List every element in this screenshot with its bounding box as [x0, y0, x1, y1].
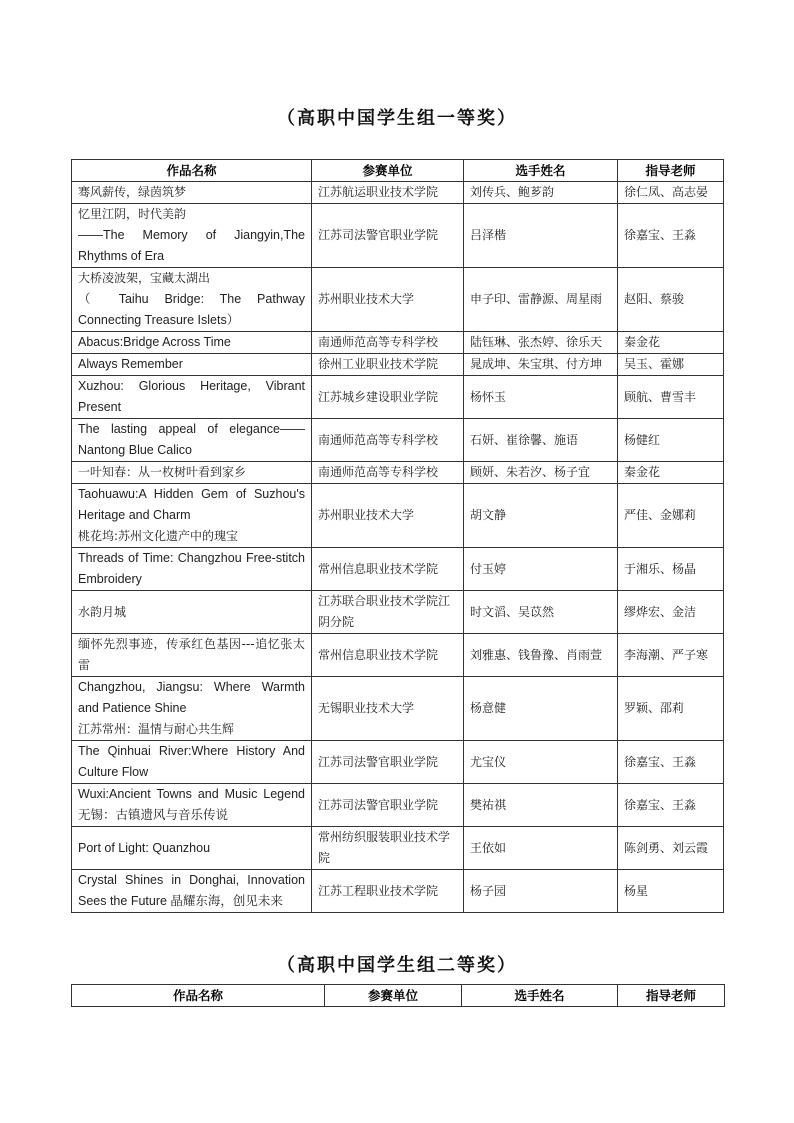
- teachers-cell: 陈剑勇、刘云霞: [618, 827, 724, 870]
- students-cell: 晁成坤、朱宝琪、付方坤: [464, 354, 618, 376]
- unit-cell: 江苏联合职业技术学院江阴分院: [312, 591, 464, 634]
- students-cell: 付玉婷: [464, 548, 618, 591]
- header-students: 选手姓名: [464, 160, 618, 182]
- students-cell: 时文滔、吴苡然: [464, 591, 618, 634]
- unit-cell: 常州信息职业技术学院: [312, 634, 464, 677]
- students-cell: 吕泽楷: [464, 204, 618, 268]
- second-prize-table: [71, 984, 725, 1007]
- work-name-line: Xuzhou: Glorious Heritage, Vibrant Present: [78, 379, 305, 414]
- students-cell: 杨意健: [464, 677, 618, 741]
- teachers-cell: 赵阳、蔡骏: [618, 268, 724, 332]
- work-name-line: 桃花坞:苏州文化遗产中的瑰宝: [78, 529, 239, 543]
- header-teachers: 指导老师: [618, 985, 725, 1007]
- work-name-cell: [72, 784, 312, 827]
- work-name-cell: [72, 204, 312, 268]
- unit-cell: 常州信息职业技术学院: [312, 548, 464, 591]
- table-row: [72, 634, 724, 677]
- work-name-line: 江苏常州：温情与耐心共生辉: [78, 722, 235, 736]
- unit-cell: 南通师范高等专科学校: [312, 419, 464, 462]
- teachers-cell: 李海潮、严子寒: [618, 634, 724, 677]
- table-row: [72, 741, 724, 784]
- header-work-name: 作品名称: [72, 160, 312, 182]
- unit-cell: 常州纺织服装职业技术学院: [312, 827, 464, 870]
- table-row: [72, 870, 724, 913]
- unit-cell: 无锡职业技术大学: [312, 677, 464, 741]
- work-name-line: The lasting appeal of elegance——Nantong Blue Calico: [78, 422, 305, 457]
- work-name-cell: [72, 354, 312, 376]
- unit-cell: 江苏航运职业技术学院: [312, 182, 464, 204]
- students-cell: 杨怀玉: [464, 376, 618, 419]
- header-teachers: 指导老师: [618, 160, 724, 182]
- table-row: [72, 354, 724, 376]
- work-name-cell: [72, 484, 312, 548]
- table-row: [72, 784, 724, 827]
- work-name-cell: [72, 591, 312, 634]
- students-cell: 刘雅惠、钱鲁豫、肖雨萱: [464, 634, 618, 677]
- table-row: [72, 419, 724, 462]
- work-name-line: （ Taihu Bridge: The Pathway Connecting Treasure Islets）: [78, 292, 305, 327]
- teachers-cell: 徐嘉宝、王淼: [618, 784, 724, 827]
- work-name-cell: [72, 548, 312, 591]
- work-name-cell: [72, 827, 312, 870]
- students-cell: 尤宝仪: [464, 741, 618, 784]
- work-name-cell: [72, 332, 312, 354]
- unit-cell: 江苏工程职业技术学院: [312, 870, 464, 913]
- work-name-line: Threads of Time: Changzhou Free-stitch Embroidery: [78, 551, 305, 586]
- unit-cell: 江苏城乡建设职业学院: [312, 376, 464, 419]
- work-name-line: Taohuawu:A Hidden Gem of Suzhou's Heritage and Charm: [78, 487, 305, 522]
- teachers-cell: 严佳、金娜莉: [618, 484, 724, 548]
- work-name-line: The Qinhuai River:Where History And Culture Flow: [78, 744, 305, 779]
- table-header-row: [72, 985, 725, 1007]
- students-cell: 刘传兵、鲍芗韵: [464, 182, 618, 204]
- unit-cell: 徐州工业职业技术学院: [312, 354, 464, 376]
- unit-cell: 苏州职业技术大学: [312, 268, 464, 332]
- work-name-cell: [72, 870, 312, 913]
- table-row: [72, 182, 724, 204]
- work-name-cell: [72, 741, 312, 784]
- work-name-cell: [72, 677, 312, 741]
- unit-cell: 南通师范高等专科学校: [312, 462, 464, 484]
- teachers-cell: 徐嘉宝、王淼: [618, 741, 724, 784]
- teachers-cell: 缪烨宏、金洁: [618, 591, 724, 634]
- work-name-line: 一叶知春：从一枚树叶看到家乡: [78, 465, 247, 479]
- work-name-line: Crystal Shines in Donghai, Innovation Sees the Future 晶耀东海，创见未来: [78, 873, 305, 908]
- work-name-line: Always Remember: [78, 357, 183, 371]
- students-cell: 胡文静: [464, 484, 618, 548]
- students-cell: 樊祐祺: [464, 784, 618, 827]
- work-name-line: 骞风薪传，绿茵筑梦: [78, 185, 187, 199]
- section-title-second-prize: （高职中国学生组二等奖）: [277, 955, 517, 976]
- table-row: [72, 268, 724, 332]
- teachers-cell: 秦金花: [618, 332, 724, 354]
- teachers-cell: 秦金花: [618, 462, 724, 484]
- students-cell: 申子印、雷静源、周星雨: [464, 268, 618, 332]
- table-row: [72, 548, 724, 591]
- table-row: [72, 204, 724, 268]
- work-name-cell: [72, 182, 312, 204]
- table-row: [72, 462, 724, 484]
- header-unit: 参赛单位: [312, 160, 464, 182]
- table-row: [72, 827, 724, 870]
- table-row: [72, 677, 724, 741]
- header-unit: 参赛单位: [325, 985, 462, 1007]
- work-name-cell: [72, 376, 312, 419]
- work-name-line: 缅怀先烈事迹，传承红色基因---追忆张太雷: [78, 637, 305, 672]
- table-row: [72, 591, 724, 634]
- work-name-cell: [72, 419, 312, 462]
- work-name-line: 大桥凌波架，宝藏太湖出: [78, 271, 211, 285]
- work-name-line: ——The Memory of Jiangyin,The Rhythms of Era: [78, 228, 305, 263]
- table-row: [72, 332, 724, 354]
- students-cell: 顾妍、朱若汐、杨子宜: [464, 462, 618, 484]
- unit-cell: 江苏司法警官职业学院: [312, 204, 464, 268]
- work-name-line: Abacus:Bridge Across Time: [78, 335, 231, 349]
- teachers-cell: 杨健红: [618, 419, 724, 462]
- unit-cell: 苏州职业技术大学: [312, 484, 464, 548]
- teachers-cell: 于湘乐、杨晶: [618, 548, 724, 591]
- teachers-cell: 顾航、曹雪丰: [618, 376, 724, 419]
- work-name-cell: [72, 462, 312, 484]
- teachers-cell: 徐嘉宝、王淼: [618, 204, 724, 268]
- work-name-line: Changzhou, Jiangsu: Where Warmth and Patience Shine: [78, 680, 305, 715]
- teachers-cell: 罗颖、邵莉: [618, 677, 724, 741]
- table-row: [72, 484, 724, 548]
- header-students: 选手姓名: [462, 985, 618, 1007]
- first-prize-table-body: [72, 182, 724, 913]
- students-cell: 石妍、崔徐馨、施语: [464, 419, 618, 462]
- first-prize-table: [71, 159, 724, 913]
- teachers-cell: 徐仁凤、高志晏: [618, 182, 724, 204]
- work-name-cell: [72, 634, 312, 677]
- section-title-first-prize: （高职中国学生组一等奖）: [277, 108, 517, 129]
- work-name-cell: [72, 268, 312, 332]
- teachers-cell: 杨星: [618, 870, 724, 913]
- students-cell: 杨子园: [464, 870, 618, 913]
- header-work-name: 作品名称: [72, 985, 325, 1007]
- work-name-line: Wuxi:Ancient Towns and Music Legend 无锡：古镇遗风与音乐传说: [78, 787, 305, 822]
- unit-cell: 江苏司法警官职业学院: [312, 784, 464, 827]
- work-name-line: 水韵月城: [78, 604, 127, 619]
- table-row: [72, 376, 724, 419]
- table-header-row: [72, 160, 724, 182]
- unit-cell: 江苏司法警官职业学院: [312, 741, 464, 784]
- work-name-line: 忆里江阴，时代美韵: [78, 207, 187, 221]
- teachers-cell: 吴玉、霍娜: [618, 354, 724, 376]
- work-name-line: Port of Light: Quanzhou: [78, 840, 211, 855]
- unit-cell: 南通师范高等专科学校: [312, 332, 464, 354]
- students-cell: 王依如: [464, 827, 618, 870]
- students-cell: 陆钰琳、张杰婷、徐乐天: [464, 332, 618, 354]
